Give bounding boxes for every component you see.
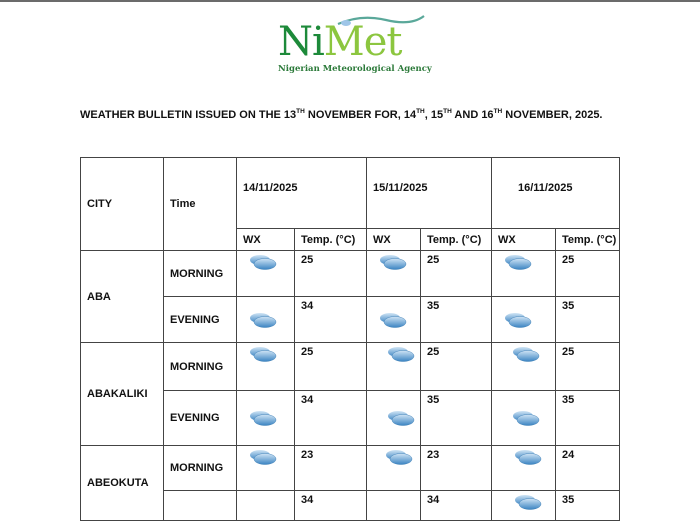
- header-date: 14/11/2025: [237, 158, 367, 229]
- temp-cell: 25: [556, 251, 620, 297]
- wx-cell: [367, 491, 421, 521]
- temp-cell: 23: [295, 446, 367, 491]
- wx-cell: [492, 251, 556, 297]
- cloudy-icon: [237, 448, 294, 466]
- time-cell: EVENING: [164, 391, 237, 446]
- temp-cell: 25: [421, 251, 492, 297]
- wx-cell: [367, 391, 421, 446]
- temp-cell: 34: [295, 491, 367, 521]
- header-temp: Temp. (°C): [421, 229, 492, 251]
- cloudy-icon: [237, 311, 294, 329]
- table-row: [81, 446, 620, 491]
- temp-cell: 24: [556, 446, 620, 491]
- wx-cell: [237, 491, 295, 521]
- wx-cell: [237, 391, 295, 446]
- time-cell: [164, 491, 237, 521]
- wx-cell: [237, 251, 295, 297]
- header-date: 16/11/2025: [492, 158, 620, 229]
- temp-cell: 35: [556, 297, 620, 343]
- temp-cell: 34: [295, 391, 367, 446]
- header-city: CITY: [81, 158, 164, 251]
- header-temp: Temp. (°C): [295, 229, 367, 251]
- header-wx: WX: [367, 229, 421, 251]
- cloudy-icon: [367, 253, 420, 271]
- cloudy-icon: [492, 253, 555, 271]
- cloudy-icon: [492, 311, 555, 329]
- temp-cell: 25: [295, 343, 367, 391]
- wx-cell: [237, 446, 295, 491]
- wx-cell: [492, 491, 556, 521]
- logo-wordmark: [278, 20, 402, 64]
- wx-cell: [367, 446, 421, 491]
- temp-cell: 25: [421, 343, 492, 391]
- header-time: Time: [164, 158, 237, 251]
- header-wx: WX: [492, 229, 556, 251]
- cloudy-icon: [367, 311, 420, 329]
- temp-cell: 23: [421, 446, 492, 491]
- wx-cell: [492, 343, 556, 391]
- temp-cell: 25: [556, 343, 620, 391]
- temp-cell: 35: [556, 391, 620, 446]
- logo-subtitle: Nigerian Meteorological Agency: [278, 64, 432, 74]
- logo-met: Met: [323, 19, 402, 65]
- cloudy-icon: [237, 253, 294, 271]
- header-temp: Temp. (°C): [556, 229, 620, 251]
- cloudy-icon: [237, 409, 294, 427]
- forecast-table: [80, 157, 620, 521]
- time-cell: EVENING: [164, 297, 237, 343]
- temp-cell: 35: [421, 297, 492, 343]
- temp-cell: 34: [295, 297, 367, 343]
- time-cell: MORNING: [164, 343, 237, 391]
- time-cell: MORNING: [164, 251, 237, 297]
- bulletin-title: WEATHER BULLETIN ISSUED ON THE 13TH NOVEMBER FOR, 14TH, 15TH AND 16TH NOVEMBER, 2025.: [80, 108, 603, 121]
- cloudy-icon: [492, 409, 555, 427]
- wx-cell: [492, 391, 556, 446]
- header-date: 15/11/2025: [367, 158, 492, 229]
- wx-cell: [367, 297, 421, 343]
- wx-cell: [367, 343, 421, 391]
- cloudy-icon: [492, 448, 555, 466]
- temp-cell: 35: [421, 391, 492, 446]
- cloudy-icon: [492, 345, 555, 363]
- wx-cell: [367, 251, 421, 297]
- city-cell: ABEOKUTA: [81, 446, 164, 521]
- cloudy-icon: [367, 448, 420, 466]
- cloudy-icon: [367, 409, 420, 427]
- city-cell: ABA: [81, 251, 164, 343]
- temp-cell: 34: [421, 491, 492, 521]
- nimet-logo: [276, 12, 432, 76]
- wx-cell: [492, 297, 556, 343]
- wx-cell: [237, 343, 295, 391]
- table-row: [81, 251, 620, 297]
- wx-cell: [492, 446, 556, 491]
- header-wx: WX: [237, 229, 295, 251]
- logo-ni: Ni: [278, 19, 324, 65]
- city-cell: ABAKALIKI: [81, 343, 164, 446]
- cloudy-icon: [492, 493, 555, 511]
- temp-cell: 35: [556, 491, 620, 521]
- cloudy-icon: [367, 345, 420, 363]
- cloudy-icon: [237, 345, 294, 363]
- time-cell: MORNING: [164, 446, 237, 491]
- table-row: [81, 343, 620, 391]
- temp-cell: 25: [295, 251, 367, 297]
- top-border: [0, 0, 700, 2]
- wx-cell: [237, 297, 295, 343]
